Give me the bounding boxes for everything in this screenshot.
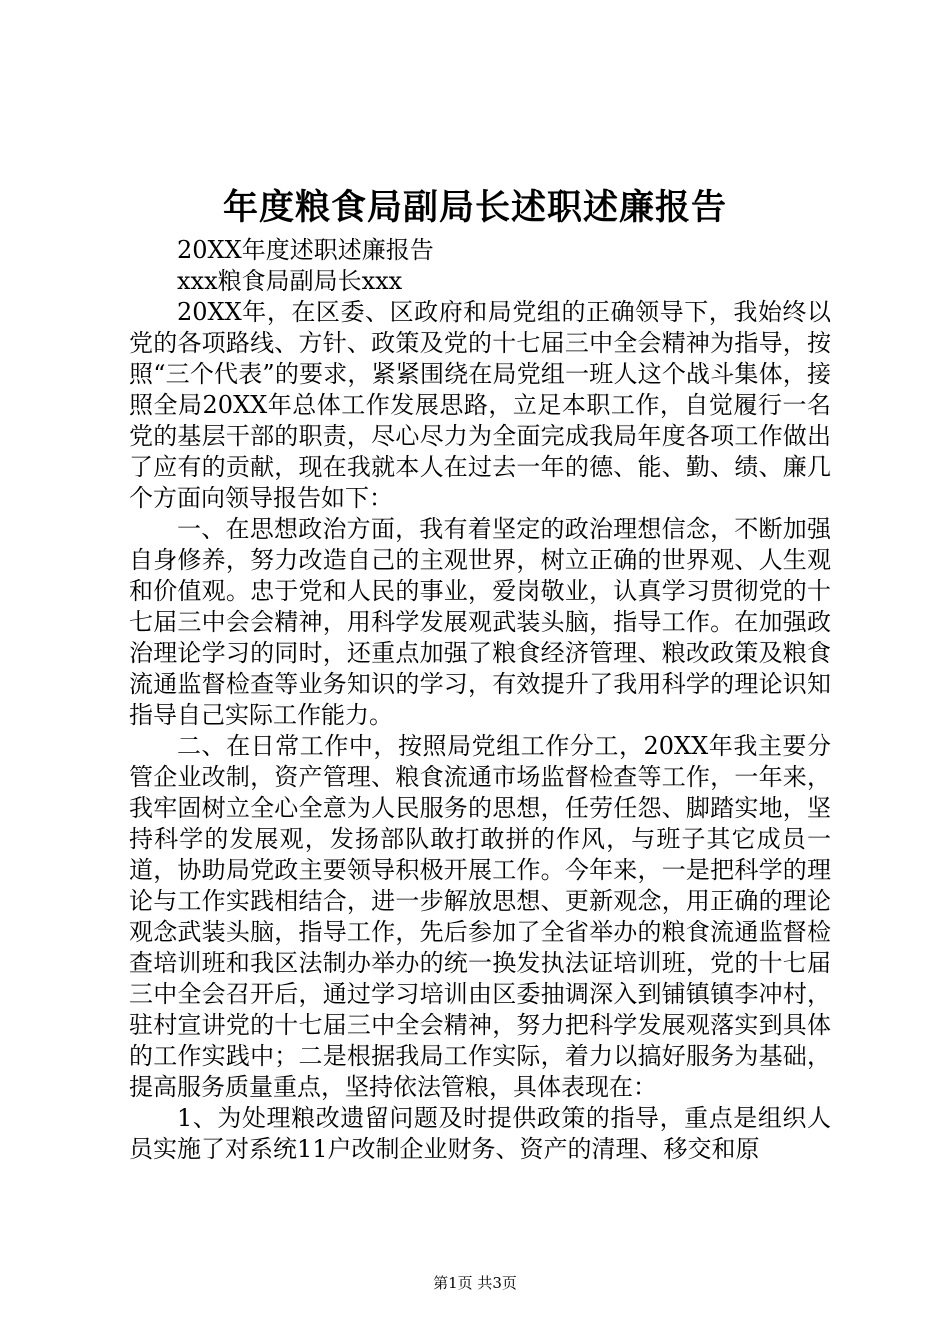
report-author: xxx粮食局副局长xxx [177, 267, 403, 295]
body-paragraph: 20XX年，在区委、区政府和局党组的正确领导下，我始终以党的各项路线、方针、政策及党的十七届三中全会精神为指导，按照“三个代表”的要求，紧紧围绕在局党组一班人这个战斗集体，接照全局20XX年总体工作发展思路，立足本职工作，自觉履行一名党的基层干部的职责，尽心尽力为全面完成我局年度各项工作做出了应有的贡献，现在我就本人在过去一年的德、能、勤、绩、廉几个方面向领导报告如下： [129, 298, 831, 512]
document-title: 年度粮食局副局长述职述廉报告 [222, 187, 727, 228]
body-paragraph: 二、在日常工作中，按照局党组工作分工，20XX年我主要分管企业改制，资产管理、粮食流通市场监督检查等工作，一年来，我牢固树立全心全意为人民服务的思想，任劳任怨、脚踏实地，坚持科学的发展观，发扬部队敢打敢拼的作风，与班子其它成员一道，协助局党政主要领导积极开展工作。今年来，一是把科学的理论与工作实践相结合，进一步解放思想、更新观念，用正确的理论观念武装头脑，指导工作，先后参加了全省举办的粮食流通监督检查培训班和我区法制办举办的统一换发执法证培训班，党的十七届三中全会召开后，通过学习培训由区委抽调深入到铺镇镇李冲村，驻村宣讲党的十七届三中全会精神，努力把科学发展观落实到具体的工作实践中；二是根据我局工作实际，着力以搞好服务为基础，提高服务质量重点，坚持依法管粮，具体表现在： [129, 732, 831, 1101]
body-paragraph: 一、在思想政治方面，我有着坚定的政治理想信念，不断加强自身修养，努力改造自己的主观世界，树立正确的世界观、人生观和价值观。忠于党和人民的事业，爱岗敬业，认真学习贯彻党的十七届三中会会精神，用科学发展观武装头脑，指导工作。在加强政治理论学习的同时，还重点加强了粮食经济管理、粮改政策及粮食流通监督检查等业务知识的学习，有效提升了我用科学的理论识知指导自己实际工作能力。 [129, 515, 831, 729]
report-subtitle: 20XX年度述职述廉报告 [177, 236, 434, 264]
body-paragraph: 1、为处理粮改遗留问题及时提供政策的指导，重点是组织人员实施了对系统11户改制企业财务、资产的清理、移交和原 [129, 1104, 831, 1163]
page-footer: 第1页 共3页 [433, 1274, 517, 1292]
document-body [129, 235, 831, 1165]
